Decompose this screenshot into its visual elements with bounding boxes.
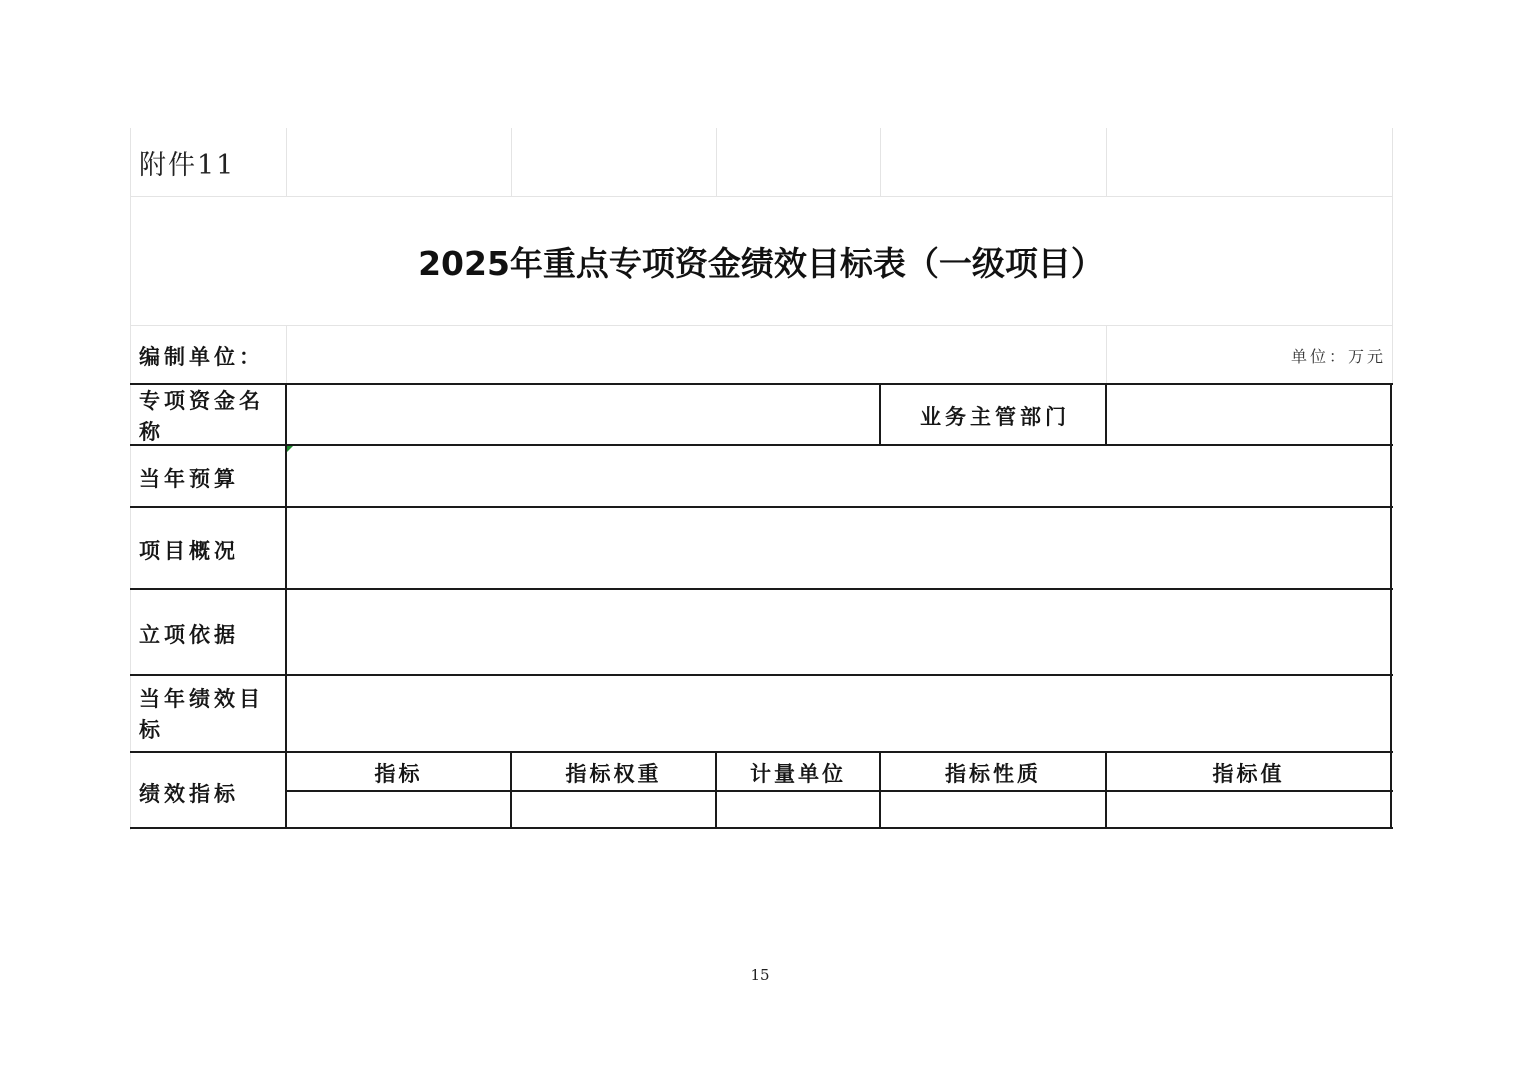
- project-overview-label: 项目概况: [139, 538, 239, 563]
- indicator-value-header: 指标值: [1212, 761, 1285, 786]
- annual-budget-label: 当年预算: [139, 466, 239, 491]
- table-border: [130, 383, 1393, 385]
- table-border: [1390, 383, 1392, 829]
- indicator-weight-header: 指标权重: [565, 761, 662, 786]
- gridline: [880, 128, 881, 196]
- fund-name-label: 专项资金名称: [139, 388, 264, 444]
- performance-indicators-label: 绩效指标: [139, 781, 239, 806]
- gridline: [1106, 325, 1107, 384]
- table-border: [130, 588, 1393, 590]
- table-border: [130, 444, 1393, 446]
- table-border: [879, 383, 881, 446]
- cell-marker: [287, 446, 293, 452]
- unit-label: 单位：万元: [1290, 347, 1386, 366]
- table-border: [130, 506, 1393, 508]
- attachment-label: 附件11: [139, 150, 236, 181]
- indicator-header: 指标: [374, 761, 423, 786]
- department-label: 业务主管部门: [920, 404, 1070, 429]
- table-left-edge: [130, 384, 131, 830]
- page-title: 2025年重点专项资金绩效目标表（一级项目）: [418, 244, 1104, 283]
- gridline: [1106, 128, 1107, 196]
- gridline: [286, 325, 287, 384]
- prepared-by-label: 编制单位：: [139, 344, 264, 369]
- table-border: [130, 827, 1393, 829]
- table-border: [286, 790, 1393, 792]
- table-border: [130, 674, 1393, 676]
- gridline: [1392, 128, 1393, 384]
- measurement-unit-header: 计量单位: [750, 761, 846, 786]
- page-number: 15: [750, 966, 770, 984]
- gridline: [511, 128, 512, 196]
- gridline: [130, 325, 1393, 326]
- gridline: [130, 196, 1393, 197]
- gridline: [286, 128, 287, 196]
- project-basis-label: 立项依据: [139, 622, 239, 647]
- gridline: [716, 128, 717, 196]
- indicator-nature-header: 指标性质: [945, 761, 1041, 786]
- table-border: [1105, 383, 1107, 446]
- table-border: [130, 751, 1393, 753]
- annual-goal-label: 当年绩效目标: [139, 686, 264, 742]
